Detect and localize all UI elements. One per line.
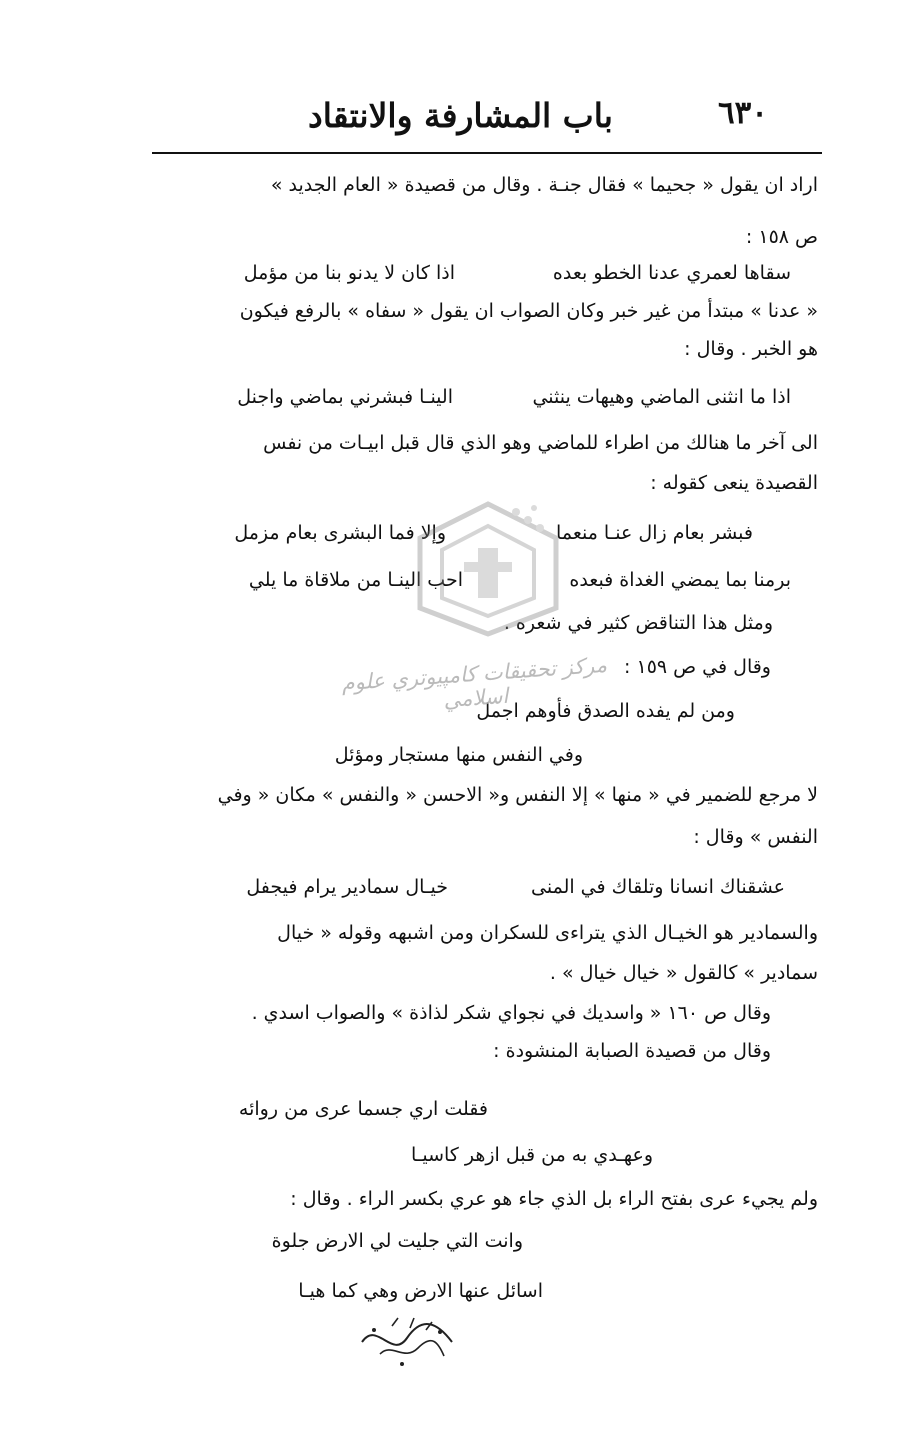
verse-hemistich-left: احب الينـا من ملاقاة ما يلي xyxy=(248,569,463,591)
verse-hemistich-right: فبشر بعام زال عنـا منعما xyxy=(556,522,753,544)
verse-hemistich-left: الينـا فبشرني بماضي واجنل xyxy=(237,386,453,408)
text-line: فقلت اري جسما عرى من روائه xyxy=(238,1098,488,1120)
page-number: ٦٣٠ xyxy=(718,95,768,131)
watermark-text: مركز تحقيقات كامپيوتري علوم اسلامي xyxy=(340,652,608,713)
library-logo-stamp xyxy=(408,498,568,638)
text-line: اسائل عنها الارض وهي كما هيـا xyxy=(298,1280,543,1302)
text-line: وقال من قصيدة الصبابة المنشودة : xyxy=(493,1040,771,1062)
verse-hemistich-right: اذا ما انثنى الماضي وهيهات ينثني xyxy=(532,386,791,408)
verse-hemistich-right: برمنا بما يمضي الغداة فبعده xyxy=(569,569,791,591)
text-line: الى آخر ما هنالك من اطراء للماضي وهو الذي قال قبل ابيـات من نفس xyxy=(263,432,818,454)
text-line: وقال ص ١٦٠ « واسديك في نجواي شكر لذاذة » والصواب اسدي . xyxy=(251,1002,771,1024)
verse-hemistich-left: اذا كان لا يدنو بنا من مؤمل xyxy=(243,262,455,284)
text-line: ص ١٥٨ : xyxy=(745,226,818,248)
text-line: لا مرجع للضمير في « منها » إلا النفس و« الاحسن « والنفس » مكان « وفي xyxy=(217,784,818,806)
text-line: سمادير » كالقول « خيال خيال » . xyxy=(549,962,818,984)
text-line: القصيدة ينعى كقوله : xyxy=(650,472,818,494)
verse-hemistich-left: خيـال سمادير يرام فيجفل xyxy=(246,876,448,898)
verse-hemistich-right: سقاها لعمري عدنا الخطو بعده xyxy=(552,262,791,284)
text-line: هو الخبر . وقال : xyxy=(684,338,818,360)
verse-hemistich-left: وإلا فما البشرى بعام مزمل xyxy=(234,522,446,544)
text-line: وقال في ص ١٥٩ : xyxy=(624,656,771,678)
verse-hemistich-right: عشقناك انسانا وتلقاك في المنى xyxy=(531,876,785,898)
text-line: « عدنا » مبتدأ من غير خبر وكان الصواب ان يقول « سفاه » بالرفع فيكون xyxy=(239,300,818,322)
text-line: وفي النفس منها مستجار ومؤئل xyxy=(334,744,583,766)
text-line: وعهـدي به من قبل ازهر كاسيـا xyxy=(411,1144,653,1166)
text-line: ولم يجيء عرى بفتح الراء بل الذي جاء هو عري بكسر الراء . وقال : xyxy=(290,1188,818,1210)
header-rule xyxy=(152,152,822,154)
running-header-title: باب المشارفة والانتقاد xyxy=(308,96,613,135)
text-line: والسمادير هو الخيـال الذي يتراءى للسكران ومن اشبهه وقوله « خيال xyxy=(277,922,818,944)
text-line: وانت التي جليت لي الارض جلوة xyxy=(271,1230,523,1252)
text-line: ومن لم يفده الصدق فأوهم اجمل xyxy=(476,700,735,722)
text-line: اراد ان يقول « جحيما » فقال جنـة . وقال من قصيدة « العام الجديد » xyxy=(270,174,818,196)
end-ornament xyxy=(352,1312,462,1370)
text-line: ومثل هذا التناقض كثير في شعره . xyxy=(503,612,773,634)
text-line: النفس » وقال : xyxy=(693,826,818,848)
